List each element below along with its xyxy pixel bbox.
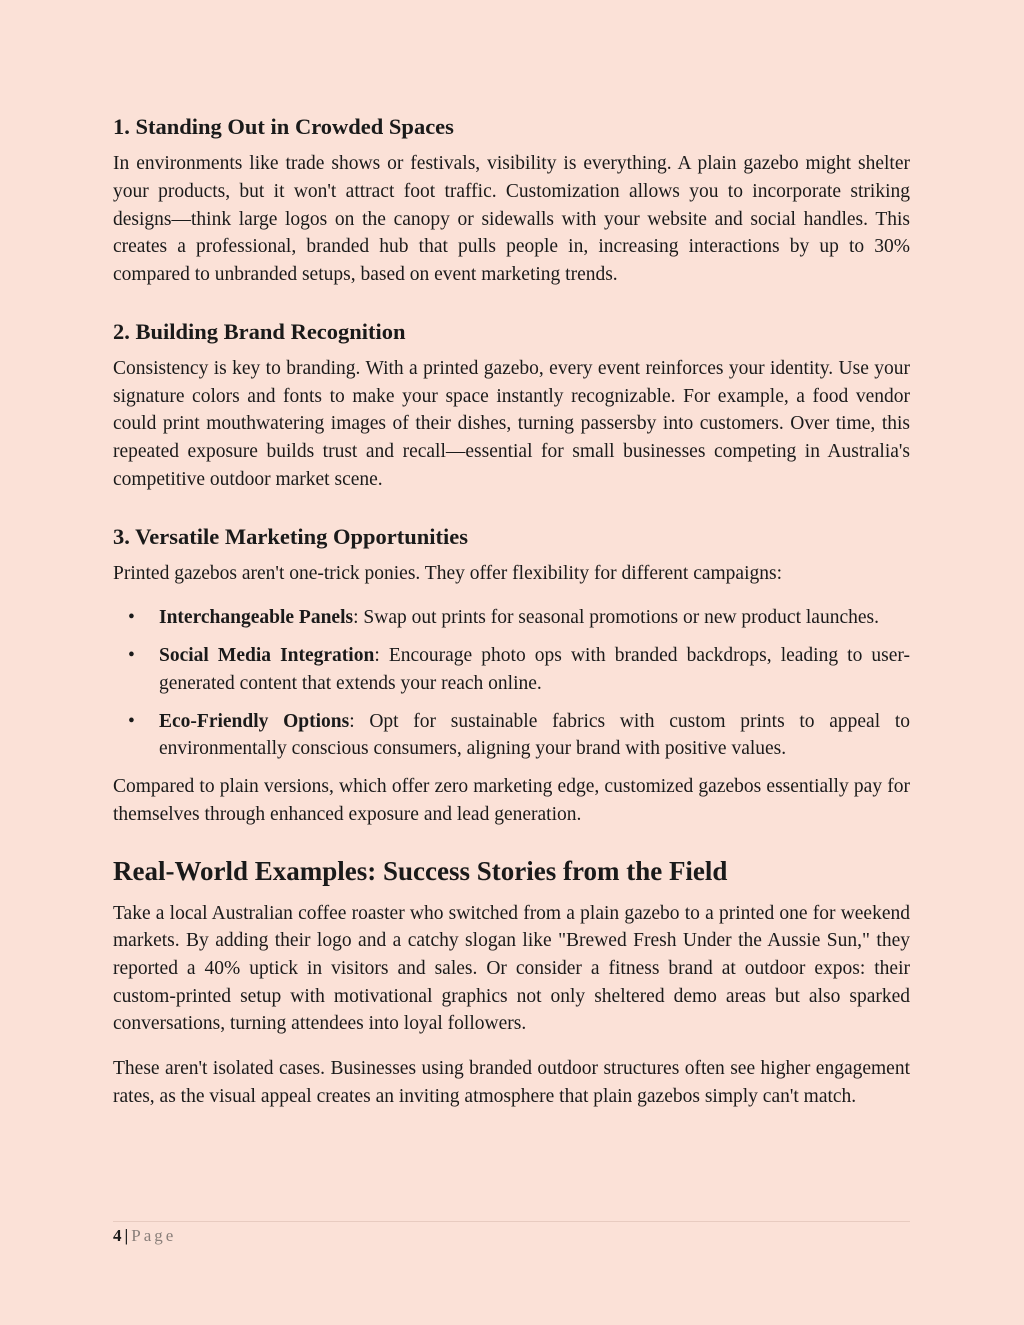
bullet-list: [113, 604, 910, 763]
list-item-text: : Encourage photo ops with branded backdrops, leading to user-generated content that extends your reach online.: [159, 645, 911, 694]
list-item: [113, 604, 910, 632]
footer-separator: |: [124, 1226, 129, 1245]
list-item-term: Interchangeable Panels: [159, 607, 354, 629]
examples-paragraph: Take a local Australian coffee roaster who switched from a plain gazebo to a printed one for weekend markets. By adding their logo and a catchy slogan like "Brewed Fresh Under the Aussie Sun," they reported a 40% uptick in visitors and sales. Or consider a fitness brand at outdoor expos: their custom-printed setup with motivational graphics not only sheltered demo areas but also sparked conversations, turning attendees into loyal followers.: [113, 902, 910, 1035]
examples-heading: Real-World Examples: Success Stories from the Field: [113, 856, 728, 887]
section-standing-out: [113, 112, 910, 289]
list-item-term: Social Media Integration: [159, 645, 375, 667]
section-intro: Printed gazebos aren't one-trick ponies. They offer flexibility for different campaigns:: [113, 562, 783, 584]
list-item: [113, 642, 910, 697]
page-label: Page: [131, 1226, 177, 1245]
page-footer: [113, 1221, 910, 1246]
examples-paragraph: These aren't isolated cases. Businesses using branded outdoor structures often see higher engagement rates, as the visual appeal creates an inviting atmosphere that plain gazebos simply can't match.: [113, 1058, 910, 1107]
section-heading: 1. Standing Out in Crowded Spaces: [113, 114, 454, 139]
section-heading: 3. Versatile Marketing Opportunities: [113, 523, 468, 549]
list-item-text: : Swap out prints for seasonal promotions or new product launches.: [353, 607, 879, 629]
bullet-icon: •: [128, 645, 135, 667]
section-examples: [113, 854, 910, 1110]
bullet-icon: •: [128, 710, 135, 732]
section-body: Consistency is key to branding. With a printed gazebo, every event reinforces your identity. Use your signature colors and fonts to make your space instantly recognizable. For example, a food vendor could print mouthwatering images of their dishes, turning passersby into customers. Over time, this repeated exposure builds trust and recall—essential for small businesses competing in Australia's competitive outdoor market scene.: [113, 358, 910, 490]
document-page: [113, 112, 910, 1110]
section-brand-recognition: [113, 317, 910, 494]
list-item-term: Eco-Friendly Options: [159, 710, 350, 732]
list-item: [113, 708, 910, 763]
list-item-text: : Opt for sustainable fabrics with custom prints to appeal to environmentally conscious consumers, aligning your brand with positive values.: [159, 710, 910, 760]
section-heading: 2. Building Brand Recognition: [113, 318, 406, 344]
section-versatile-marketing: [113, 522, 910, 829]
page-number: 4: [113, 1226, 122, 1245]
bullet-icon: •: [128, 607, 135, 629]
section-outro: Compared to plain versions, which offer zero marketing edge, customized gazebos essentially pay for themselves through enhanced exposure and lead generation.: [113, 776, 910, 825]
section-body: In environments like trade shows or festivals, visibility is everything. A plain gazebo might shelter your products, but it won't attract foot traffic. Customization allows you to incorporate striking designs—think large logos on the canopy or sidewalls with your website and social handles. This creates a professional, branded hub that pulls people in, increasing interactions by up to 30% compared to unbranded setups, based on event marketing trends.: [113, 153, 910, 286]
